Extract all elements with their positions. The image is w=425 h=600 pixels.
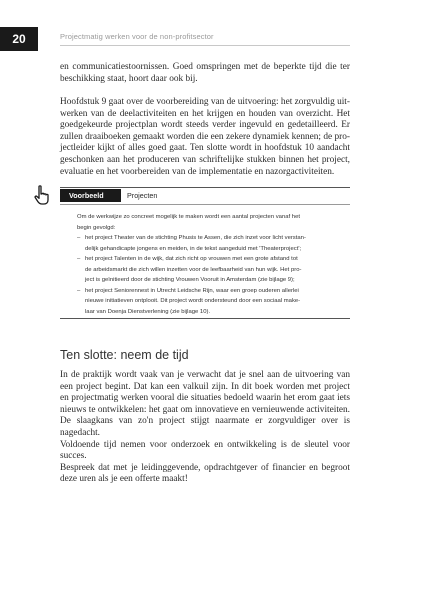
text-line: evaluatie en het voorbereiden van de implementatie en nazorgactiviteiten. [60, 166, 335, 177]
text-line: en projectmatig werken vooral die situaties bedoeld waarin het erom gaat iets [60, 393, 350, 404]
example-title: Projecten [127, 191, 158, 200]
example-top-rule [60, 187, 350, 188]
text-line: de arbeidsmarkt die zich willen inzetten voor de leefbaarheid van hun wijk. Het pro- [85, 266, 302, 273]
text-line: Bespreek dat met je leidinggevende, opdrachtgever of financier en begroot [60, 462, 350, 473]
text-line: jectleider kijkt of alles goed gaat. Ten slotte wordt in hoofdstuk 10 aandacht [60, 143, 350, 154]
example-divider [60, 204, 350, 205]
text-line: begin gevolgd: [77, 224, 116, 231]
example-body [77, 212, 339, 317]
running-title: Projectmatig werken voor de non-profitsector [60, 32, 214, 41]
paragraph-1 [60, 62, 350, 85]
pointing-hand-icon [34, 185, 52, 205]
text-line: Hoofdstuk 9 gaat over de voorbereiding van de uitvoering: het zorgvuldig uit- [60, 97, 350, 107]
text-line: werken van de deelactiviteiten en het krijgen en houden van overzicht. Het [60, 108, 350, 119]
text-line: nieuwe initiatieven ontplooit. Dit project wordt ondersteund door een sociaal make- [85, 298, 301, 304]
text-line: nieuws te ontwikkelen: het gaat om innovatieve en vernieuwende activiteiten. [60, 404, 350, 415]
text-line: ject is geïnitieerd door de stichting Vrouwen Vooruit in Amsterdam (zie bijlage 9); [85, 277, 295, 283]
text-line: een project begint. Dat kan een valkuil zijn. In dit boek worden met project [60, 381, 350, 392]
text-line: geschonken aan het produceren van schriftelijke stukken binnen het project, [60, 154, 350, 165]
page-number: 20 [0, 27, 38, 51]
list-item: – het project Seniorennest in Utrecht Leidsche Rijn, waar een groep ouderen allerlei nieuwe initiatieven ontplooit. Dit project wordt ondersteund door een sociaal make- laar van Doenja Dienstverlening (zie bijlage 10). [77, 286, 339, 318]
paragraph-2 [60, 97, 350, 178]
text-line: In de praktijk wordt vaak van je verwacht dat je snel aan de uitvoering van [60, 370, 350, 380]
text-line: zullen draaiboeken gemaakt worden die een zekere dynamiek kennen; de pro- [60, 131, 350, 142]
text-line: goedgekeurde projectplan wordt steeds verder ingevuld en gedetailleerd. Er [60, 120, 350, 131]
section-paragraph [60, 370, 350, 486]
example-label: Voorbeeld [60, 189, 121, 202]
header-rule [60, 45, 350, 46]
text-line: het project Talenten in de wijk, dat zich richt op vrouwen met een grote afstand tot [85, 256, 298, 262]
text-line: laar van Doenja Dienstverlening (zie bijlage 10). [85, 308, 211, 315]
example-intro [77, 212, 339, 233]
text-line: deze uren als je een offerte maakt! [60, 474, 188, 485]
list-item: – het project Theater van de stichting Phusis te Assen, die zich inzet voor licht verstan- delijk gehandicapte jongens en meiden, in de tekst aangeduid met 'Theaterproject'; [77, 233, 339, 254]
text-line: en communicatiestoornissen. Goed omspringen met de beperkte tijd die ter [60, 62, 350, 72]
section-heading: Ten slotte: neem de tijd [60, 348, 189, 362]
text-line: het project Seniorennest in Utrecht Leidsche Rijn, waar een groep ouderen allerlei [85, 287, 299, 294]
list-item: – het project Talenten in de wijk, dat zich richt op vrouwen met een grote afstand tot de arbeidsmarkt die zich willen inzetten voor de leefbaarheid van hun wijk. Het pro- ject is geïnitieerd door de stichting Vrouwen Vooruit in Amsterdam (zie bijlage 9); [77, 254, 339, 286]
text-line: beschikking staat, hoort daar ook bij. [60, 73, 198, 84]
text-line: Om de werkwijze zo concreet mogelijk te maken wordt een aantal projecten vanaf het [77, 214, 300, 220]
text-line: Voldoende tijd nemen voor onderzoek en ontwikkeling is de sleutel voor succes. [60, 439, 350, 462]
text-line: het project Theater van de stichting Phusis te Assen, die zich inzet voor licht verstan- [85, 235, 306, 241]
text-line: delijk gehandicapte jongens en meiden, in de tekst aangeduid met 'Theaterproject'; [85, 245, 302, 252]
text-line: De slaagkans van zo'n project stijgt naarmate er zorgvuldiger over is nagedacht. [60, 416, 350, 438]
example-bottom-rule [60, 318, 350, 319]
